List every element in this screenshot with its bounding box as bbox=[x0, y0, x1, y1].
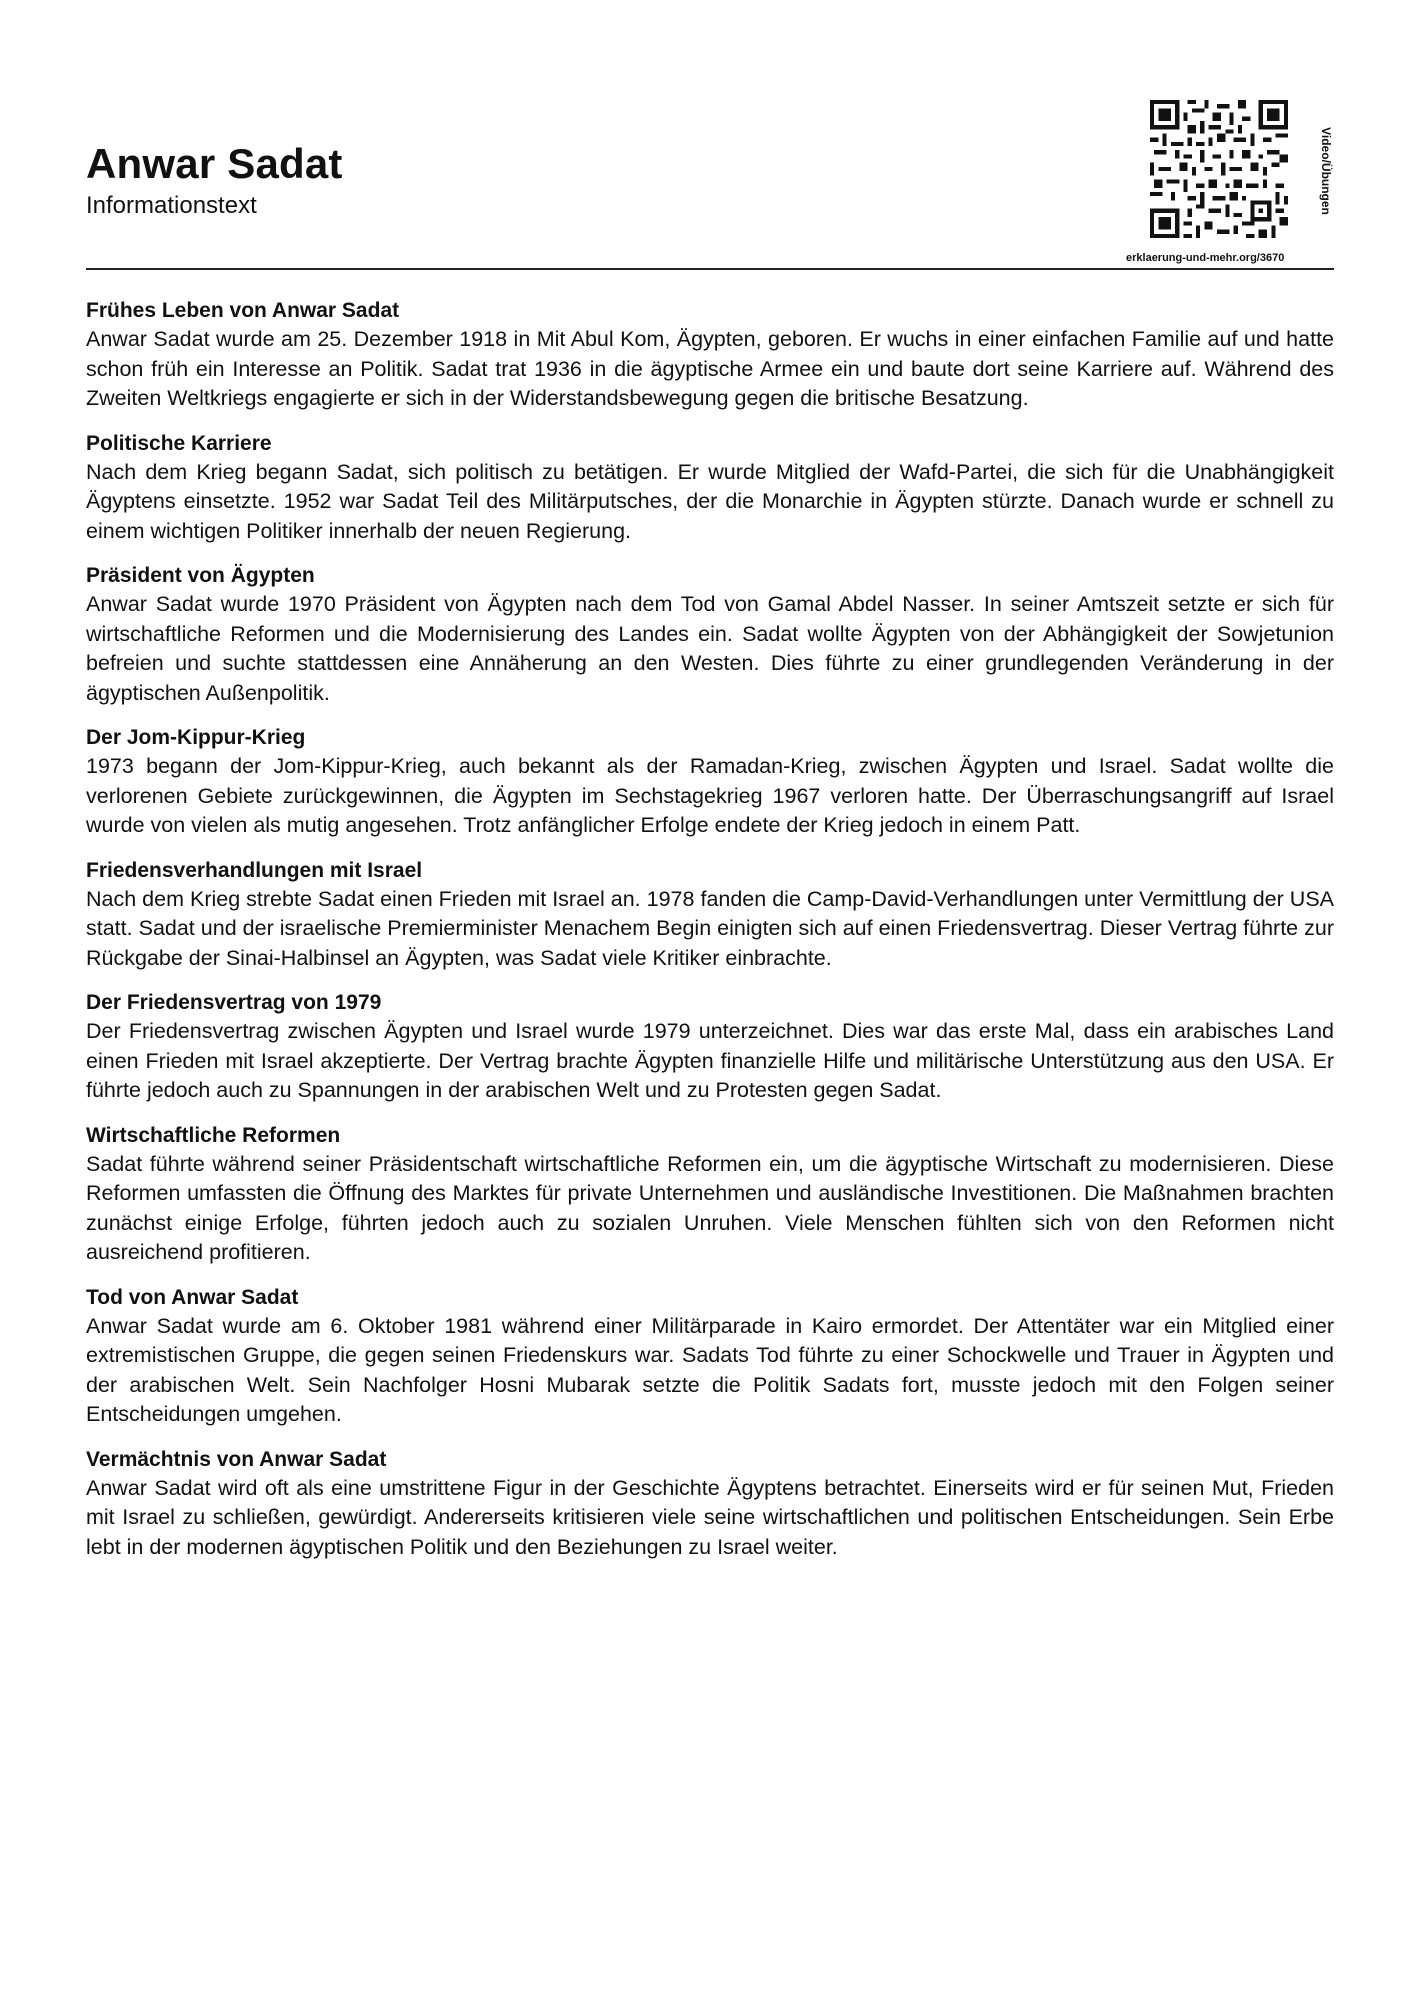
section-heading: Der Friedensvertrag von 1979 bbox=[86, 991, 382, 1014]
section-text: Sadat führte während seiner Präsidentschaft wirtschaftliche Reformen ein, um die ägyptische Wirtschaft zu modernisieren. Diese Reformen umfassten die Öffnung des Marktes für private Unternehmen und ausländische Investitionen. Die Maßnahmen brachten zunächst einige Erfolge, führten jedoch auch zu sozialen Unruhen. Viele Menschen fühlten sich von den Reformen nicht ausreichend profitieren. bbox=[86, 1151, 1334, 1264]
section-early-life bbox=[86, 296, 1334, 414]
qr-code-icon[interactable] bbox=[1150, 100, 1288, 238]
section-peace-treaty bbox=[86, 988, 1334, 1106]
section-heading: Vermächtnis von Anwar Sadat bbox=[86, 1447, 387, 1471]
section-legacy bbox=[86, 1445, 1334, 1563]
section-text: Der Friedensvertrag zwischen Ägypten und Israel wurde 1979 unterzeichnet. Dies war das erste Mal, dass ein arabisches Land einen Frieden mit Israel akzeptierte. Der Vertrag brachte Ägypten finanzielle Hilfe und militärische Unterstützung aus den USA. Er führte jedoch auch zu Spannungen in der arabischen Welt und zu Protesten gegen Sadat. bbox=[86, 1019, 1334, 1102]
document-header bbox=[86, 100, 1334, 270]
section-heading: Frühes Leben von Anwar Sadat bbox=[86, 299, 400, 322]
qr-side-label: Video/Übungen bbox=[1319, 127, 1333, 215]
header-divider bbox=[86, 268, 1334, 270]
section-heading: Präsident von Ägypten bbox=[86, 564, 315, 587]
section-heading: Politische Karriere bbox=[86, 431, 272, 455]
section-political-career bbox=[86, 429, 1334, 547]
section-heading: Der Jom-Kippur-Krieg bbox=[86, 726, 306, 749]
page-title: Anwar Sadat bbox=[86, 140, 343, 187]
section-death bbox=[86, 1283, 1334, 1430]
section-yom-kippur-war bbox=[86, 723, 1334, 841]
section-text: Anwar Sadat wurde am 25. Dezember 1918 in Mit Abul Kom, Ägypten, geboren. Er wuchs in einer einfachen Familie auf und hatte schon früh ein Interesse an Politik. Sadat trat 1936 in die ägyptische Armee ein und baute dort seine Karriere auf. Während des Zweiten Weltkriegs engagierte er sich in der Widerstandsbewegung gegen die britische Besatzung. bbox=[86, 327, 1334, 410]
section-text: 1973 begann der Jom-Kippur-Krieg, auch bekannt als der Ramadan-Krieg, zwischen Ägypten und Israel. Sadat wollte die verlorenen Gebiete zurückgewinnen, die Ägypten im Sechstagekrieg 1967 verloren hatte. Der Überraschungsangriff auf Israel wurde von vielen als mutig angesehen. Trotz anfänglicher Erfolge endete der Krieg jedoch in einem Patt. bbox=[86, 754, 1334, 837]
section-heading: Wirtschaftliche Reformen bbox=[86, 1123, 341, 1147]
section-text: Anwar Sadat wird oft als eine umstrittene Figur in der Geschichte Ägyptens betrachtet. Einerseits wird er für seinen Mut, Frieden mit Israel zu schließen, gewürdigt. Andererseits kritisieren viele seine wirtschaftlichen und politischen Entscheidungen. Sein Erbe lebt in der modernen ägyptischen Politik und den Beziehungen zu Israel weiter. bbox=[86, 1475, 1334, 1559]
section-president bbox=[86, 561, 1334, 708]
section-economic-reforms bbox=[86, 1121, 1334, 1268]
section-text: Nach dem Krieg strebte Sadat einen Frieden mit Israel an. 1978 fanden die Camp-David-Verhandlungen unter Vermittlung der USA statt. Sadat und der israelische Premierminister Menachem Begin einigten sich auf einen Friedensvertrag. Dieser Vertrag führte zur Rückgabe der Sinai-Halbinsel an Ägypten, was Sadat viele Kritiker einbrachte. bbox=[86, 886, 1334, 970]
page-subtitle: Informationstext bbox=[86, 192, 257, 219]
section-text: Anwar Sadat wurde 1970 Präsident von Ägypten nach dem Tod von Gamal Abdel Nasser. In seiner Amtszeit setzte er sich für wirtschaftliche Reformen und die Modernisierung des Landes ein. Sadat wollte Ägypten von der Abhängigkeit der Sowjetunion befreien und suchte stattdessen eine Annäherung an den Westen. Dies führte zu einer grundlegenden Veränderung in der ägyptischen Außenpolitik. bbox=[86, 592, 1334, 705]
document-body bbox=[86, 296, 1334, 1577]
section-heading: Friedensverhandlungen mit Israel bbox=[86, 858, 423, 882]
qr-link[interactable]: erklaerung-und-mehr.org/3670 bbox=[1126, 252, 1285, 264]
section-text: Nach dem Krieg begann Sadat, sich politisch zu betätigen. Er wurde Mitglied der Wafd-Partei, die sich für die Unabhängigkeit Ägyptens einsetzte. 1952 war Sadat Teil des Militärputsches, der die Monarchie in Ägypten stürzte. Danach wurde er schnell zu einem wichtigen Politiker innerhalb der neuen Regierung. bbox=[86, 459, 1334, 543]
section-heading: Tod von Anwar Sadat bbox=[86, 1285, 299, 1309]
section-peace-negotiations bbox=[86, 856, 1334, 974]
section-text: Anwar Sadat wurde am 6. Oktober 1981 während einer Militärparade in Kairo ermordet. Der Attentäter war ein Mitglied einer extremistischen Gruppe, die gegen seinen Friedenskurs war. Sadats Tod führte zu einer Schockwelle und Trauer in Ägypten und der arabischen Welt. Sein Nachfolger Hosni Mubarak setzte die Politik Sadats fort, musste jedoch mit den Folgen seiner Entscheidungen umgehen. bbox=[86, 1313, 1334, 1426]
